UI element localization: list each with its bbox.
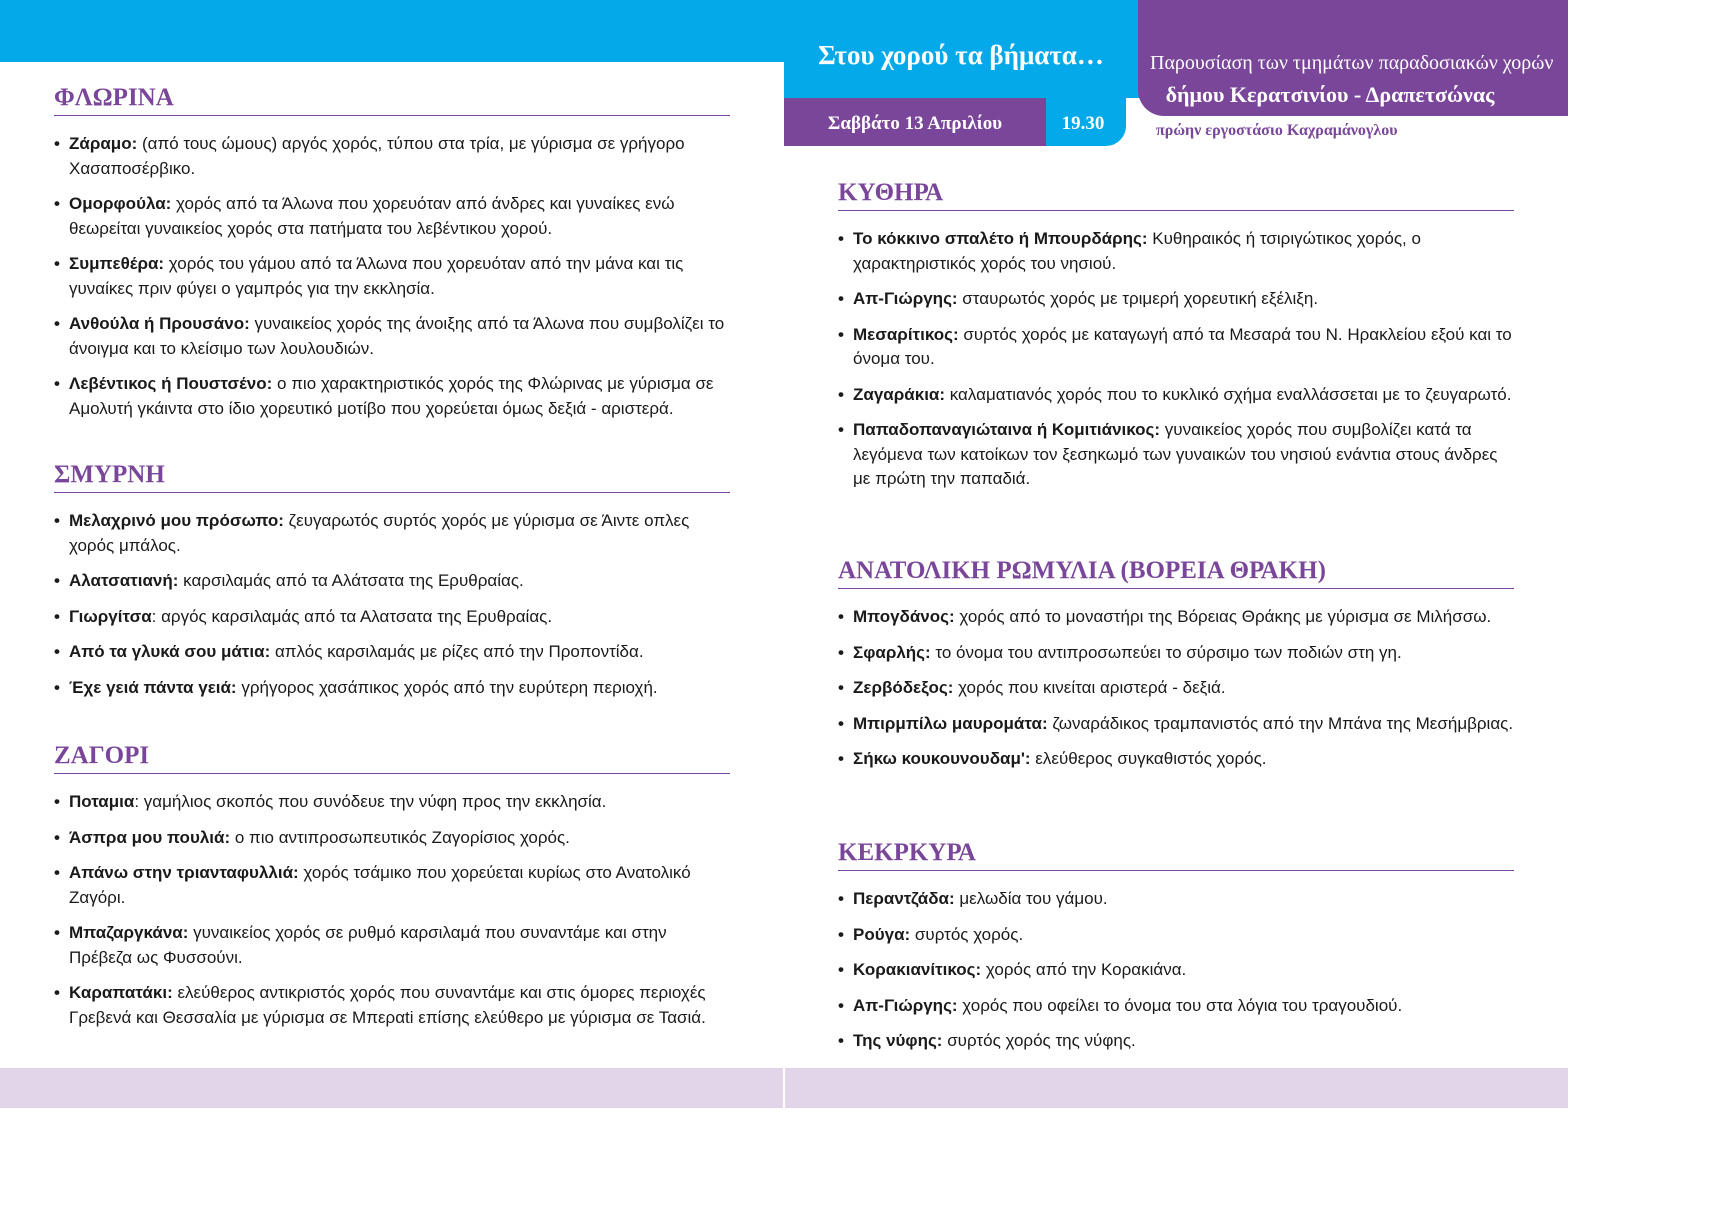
list-item [838, 712, 1514, 737]
dance-description: χορός που οφείλει το όνομα του στα λόγια του τραγουδιού. [957, 995, 1403, 1015]
dance-name: Ζάραμο: [69, 134, 138, 153]
dance-name: Μπογδάνος: [853, 607, 955, 626]
dance-name: Ρούγα: [853, 924, 911, 944]
dance-description: ο πιο αντιπροσωπευτικός Ζαγορίσιος χορός. [230, 827, 570, 847]
dance-description: χορός που κινείται αριστερά - δεξιά. [953, 678, 1226, 697]
dance-description: καρσιλαμάς από τα Αλάτσατα της Ερυθραίας. [178, 571, 524, 590]
list-item [838, 323, 1514, 372]
list-item [54, 981, 730, 1030]
dance-name: Της νύφης: [853, 1031, 943, 1050]
dance-description: συρτός χορός με καταγωγή από τα Μεσαρά του Ν. Ηρακλείου εξού και το όνομα του. [853, 324, 1512, 368]
list-item [54, 826, 730, 851]
list-item [838, 227, 1514, 276]
dance-list [838, 227, 1514, 492]
dance-name: Άσπρα μου πουλιά: [69, 827, 231, 847]
dance-description: χορός του γάμου από τα Άλωνα που χορευόταν από την μάνα και τις γυναίκες πριν φύγει ο γαμπρός για την εκκλησία. [69, 254, 684, 298]
dance-name: Μπιρμπίλω μαυρομάτα: [853, 713, 1048, 733]
list-item [54, 192, 730, 241]
list-item [54, 790, 730, 815]
dance-name: Λεβέντικος ή Πουστσένο: [69, 374, 273, 393]
dance-name: Σφαρλής: [853, 642, 931, 662]
list-item [54, 372, 730, 421]
dance-name: Ανθούλα ή Προυσάνο: [69, 314, 250, 333]
dance-name: Μεσαρίτικος: [853, 324, 959, 344]
dance-description: γυναικείος χορός που συμβολίζει κατά τα λεγόμενα των κατοίκων τον ξεσηκωμό των γυναικών του νησιού ενάντια στους άνδρες με πρώτη την παπαδιά. [853, 420, 1498, 488]
dance-name: Ομορφούλα: [69, 194, 172, 213]
dance-name: Απ-Γιώργης: [853, 289, 958, 308]
dance-description: : αργός καρσιλαμάς από τα Αλατσατα της Ερυθραίας. [151, 606, 553, 626]
list-item [838, 383, 1514, 408]
dance-name: Καραπατάκι: [69, 983, 173, 1002]
dance-list [838, 887, 1514, 1054]
section-zagori [54, 741, 730, 1041]
dance-name: Από τα γλυκά σου μάτια: [69, 642, 271, 661]
dance-description: Κυθηραικός ή τσιριγώτικος χορός, ο χαρακτηριστικός χορός του νησιού. [853, 229, 1421, 273]
dance-name: Συμπεθέρα: [69, 254, 165, 273]
dance-name: Ποταμια [69, 792, 135, 811]
dance-name: Έχε γειά πάντα γειά: [69, 677, 237, 697]
section-kerkyra [838, 838, 1514, 1065]
dance-name: Παπαδοπαναγιώταινα ή Κομιτιάνικος: [853, 420, 1161, 439]
event-venue: πρώην εργοστάσιο Καχραμάνογλου [1156, 122, 1398, 139]
list-item [838, 887, 1514, 912]
list-item [54, 640, 730, 665]
dance-list [54, 132, 730, 421]
section-smyrni [54, 460, 730, 711]
dance-description: απλός καρσιλαμάς με ρίζες από την Προποντίδα. [270, 642, 644, 661]
list-item [838, 1029, 1514, 1054]
list-item [838, 641, 1514, 666]
list-item [838, 676, 1514, 701]
dance-description: συρτός χορός της νύφης. [942, 1031, 1136, 1050]
section-anatoliki-romylia [838, 556, 1514, 783]
list-item [838, 958, 1514, 983]
list-item [838, 287, 1514, 312]
event-date: Σαββάτο 13 Απριλίου [827, 113, 1003, 134]
dance-description: μελωδία του γάμου. [954, 889, 1108, 908]
dance-description: καλαματιανός χορός που το κυκλικό σχήμα εναλλάσσεται με το ζευγαρωτό. [945, 384, 1512, 404]
section-florina [54, 83, 730, 432]
section-kythira [838, 178, 1514, 503]
list-item [838, 747, 1514, 772]
dance-description: ελεύθερος συγκαθιστός χορός. [1030, 749, 1267, 768]
page-title: Στου χορού τα βήματα… [818, 40, 1104, 70]
dance-description: : γαμήλιος σκοπός που συνόδευε την νύφη προς την εκκλησία. [134, 792, 607, 811]
list-item [54, 676, 730, 701]
list-item [54, 569, 730, 594]
list-item [838, 605, 1514, 630]
dance-description: χορός από τα Άλωνα που χορευόταν από άνδρες και γυναίκες ενώ θεωρείται γυναικείος χορός στα πατήματα του λεβέντικου χορού. [69, 194, 675, 238]
dance-name: Ζαγαράκια: [853, 384, 946, 404]
dance-list [54, 790, 730, 1030]
list-item [54, 252, 730, 301]
list-item [838, 923, 1514, 948]
dance-name: Αλατσατιανή: [69, 571, 179, 590]
dance-name: Γιωργίτσα [69, 606, 152, 626]
section-title: ΖΑΓΟΡΙ [54, 741, 730, 774]
list-item [838, 418, 1514, 492]
section-title: ΦΛΩΡΙΝΑ [54, 83, 730, 116]
dance-name: Απ-Γιώργης: [853, 995, 958, 1015]
dance-description: ζευγαρωτός συρτός χορός με γύρισμα σε Άιντε οπλες χορός μπάλος. [69, 511, 690, 555]
section-title: ΣΜΥΡΝΗ [54, 460, 730, 493]
dance-description: ο πιο χαρακτηριστικός χορός της Φλώρινας με γύρισμα σε Αμολυτή γκάιντα στο ίδιο χορευτικό μοτίβο που χορεύεται όμως δεξιά - αριστερά. [69, 374, 714, 418]
list-item [838, 994, 1514, 1019]
section-title: ΑΝΑΤΟΛΙΚΗ ΡΩΜΥΛΙΑ (ΒΟΡΕΙΑ ΘΡΑΚΗ) [838, 556, 1514, 589]
list-item [54, 509, 730, 558]
event-subtitle: Παρουσίαση των τμημάτων παραδοσιακών χορών [1150, 52, 1554, 74]
dance-list [838, 605, 1514, 772]
dance-list [54, 509, 730, 700]
dance-name: Το κόκκινο σπαλέτο ή Μπουρδάρης: [853, 229, 1148, 248]
dance-description: χορός τσάμικο που χορεύεται κυρίως στο Ανατολικό Ζαγόρι. [69, 863, 691, 907]
dance-description: το όνομα του αντιπροσωπεύει το σύρσιμο των ποδιών στη γη. [930, 642, 1402, 662]
dance-description: σταυρωτός χορός με τριμερή χορευτική εξέλιξη. [957, 289, 1319, 308]
dance-name: Μελαχρινό μου πρόσωπο: [69, 511, 284, 530]
list-item [54, 132, 730, 181]
dance-description: γυναικείος χορός της άνοιξης από τα Άλωνα που συμβολίζει το άνοιγμα και το κλείσιμο των λουλουδιών. [69, 314, 725, 358]
list-item [54, 312, 730, 361]
list-item [54, 861, 730, 910]
dance-description: (από τους ώμους) αργός χορός, τύπου στα τρία, με γύρισμα σε γρήγορο Χασαποσέρβικο. [69, 134, 685, 178]
dance-name: Ζερβόδεξος: [853, 678, 954, 697]
list-item [54, 921, 730, 970]
dance-description: ελεύθερος αντικριστός χορός που συναντάμε και στις όμορες περιοχές Γρεβενά και Θεσσαλία με γύρισμα σε Μπεραti επίσης ελεύθερο με γύρισμα σε Τασιά. [69, 983, 706, 1027]
dance-description: ζωναράδικος τραμπανιστός από την Μπάνα της Μεσήμβριας. [1047, 713, 1514, 733]
list-item [54, 605, 730, 630]
section-title: ΚΕΚΡΚΥΡΑ [838, 838, 1514, 871]
dance-description: χορός από την Κορακιάνα. [981, 960, 1187, 979]
dance-name: Κορακιανίτικος: [853, 960, 982, 979]
event-organizer: δήμου Κερατσινίου - Δραπετσώνας [1165, 82, 1495, 107]
dance-name: Σήκω κουκουνουδαμ': [853, 749, 1031, 768]
dance-name: Απάνω στην τριανταφυλλιά: [69, 863, 299, 882]
dance-description: συρτός χορός. [910, 924, 1024, 944]
dance-description: γρήγορος χασάπικος χορός από την ευρύτερη περιοχή. [236, 677, 658, 697]
dance-description: γυναικείος χορός σε ρυθμό καρσιλαμά που συναντάμε και στην Πρέβεζα ως Φυσσούνι. [69, 923, 667, 967]
dance-name: Περαντζάδα: [853, 889, 955, 908]
page-fold-divider [783, 1068, 785, 1108]
section-title: ΚΥΘΗΡΑ [838, 178, 1514, 211]
dance-description: χορός από το μοναστήρι της Βόρειας Θράκης με γύρισμα σε Μιλήσσω. [954, 607, 1492, 626]
dance-name: Μπαζαργκάνα: [69, 923, 189, 942]
event-time: 19.30 [1061, 113, 1105, 134]
